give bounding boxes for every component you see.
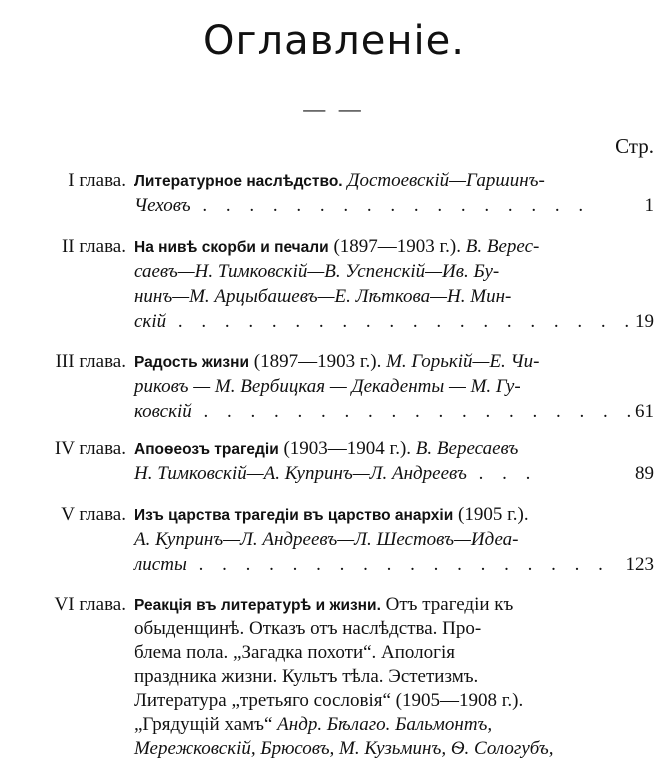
chapter-description: „Грядущiй хамъ“ [134,714,273,735]
page-number: 61 [635,401,654,422]
chapter-number: IV глава. [54,438,126,459]
leader-dots: . . . . . . . . . . . . . . . . . . . . [166,311,637,332]
chapter-authors: листы [134,554,187,575]
chapter-title: Реакцiя въ литературѣ и жизни. [134,597,381,614]
chapter-authors: Чеховъ [134,195,191,216]
page-number: 123 [625,554,654,575]
chapter-authors: Мережковскiй, Брюсовъ, М. Кузьминъ, Ѳ. Сологубъ, [134,738,554,759]
chapter-authors: А. Купринъ—Л. Андреевъ—Л. Шестовъ—Идеа- [134,529,519,550]
page-title: Оглавленiе. [203,18,465,64]
chapter-years: (1897—1903 г.). [249,351,382,372]
chapter-authors: нинъ—М. Арцыбашевъ—Е. Лѣткова—Н. Мин- [134,286,512,307]
chapter-authors: ковскiй [134,401,192,422]
chapter-authors: Достоевскiй—Гаршинъ- [342,170,545,191]
chapter-description: Литература „третьяго сословiя“ (1905—1908 г.). [134,690,524,711]
chapter-title: Литературное наслѣдство. [134,173,343,190]
toc-entry-6 [14,592,654,760]
chapter-authors: скiй [134,311,167,332]
chapter-title: На нивѣ скорби и печали [134,239,329,256]
page-number: 1 [644,195,654,216]
chapter-authors: В. Верес- [461,236,540,257]
chapter-title: Апоѳеозъ трагедiи [134,441,279,458]
toc-entry-3 [14,349,654,424]
chapter-number: I глава. [68,170,126,191]
chapter-authors: Н. Тимковскiй—А. Купринъ—Л. Андреевъ [134,463,467,484]
toc-entry-2 [14,234,654,334]
chapter-number: II глава. [61,236,126,257]
chapter-title: Радость жизни [134,354,250,371]
leader-dots: . . . . . . . . . . . . . . . . . [190,195,591,216]
chapter-authors: саевъ—Н. Тимковскiй—В. Успенскiй—Ив. Бу- [134,261,500,282]
toc-entry-1 [14,168,654,218]
chapter-title: Изъ царства трагедiи въ царство анархiи [134,507,454,524]
chapter-description: блема пола. „Загадка похоти“. Апологiя [134,642,455,663]
leader-dots: . . . [466,463,538,484]
chapter-number: V глава. [61,504,126,525]
page-column-header: Стр. [615,134,654,158]
page-number: 89 [635,463,654,484]
chapter-number: VI глава. [54,594,126,615]
toc-entry-4 [14,436,654,486]
chapter-years: (1903—1904 г.). [278,438,412,459]
chapter-authors: М. Горькiй—Е. Чи- [381,351,540,372]
chapter-description: обыденщинѣ. Отказъ отъ наслѣдства. Про- [134,618,482,639]
chapter-authors: В. Вересаевъ [411,438,519,459]
toc-entry-5 [14,502,654,577]
chapter-authors: Андр. Бѣлаго. Бальмонтъ, [272,714,493,735]
chapter-description: Отъ трагедiи къ [380,594,514,615]
chapter-number: III глава. [55,351,126,372]
leader-dots: . . . . . . . . . . . . . . . . . . . [191,401,639,422]
chapter-years: (1897—1903 г.). [328,236,461,257]
chapter-authors: риковъ — М. Вербицкая — Декаденты — М. Гу- [134,376,521,397]
chapter-description: праздника жизни. Культъ тѣла. Эстетизмъ. [134,666,479,687]
page-number: 19 [635,311,654,332]
title-separator: — — [303,96,365,121]
chapter-years: (1905 г.). [453,504,529,525]
leader-dots: . . . . . . . . . . . . . . . . . . [186,554,610,575]
